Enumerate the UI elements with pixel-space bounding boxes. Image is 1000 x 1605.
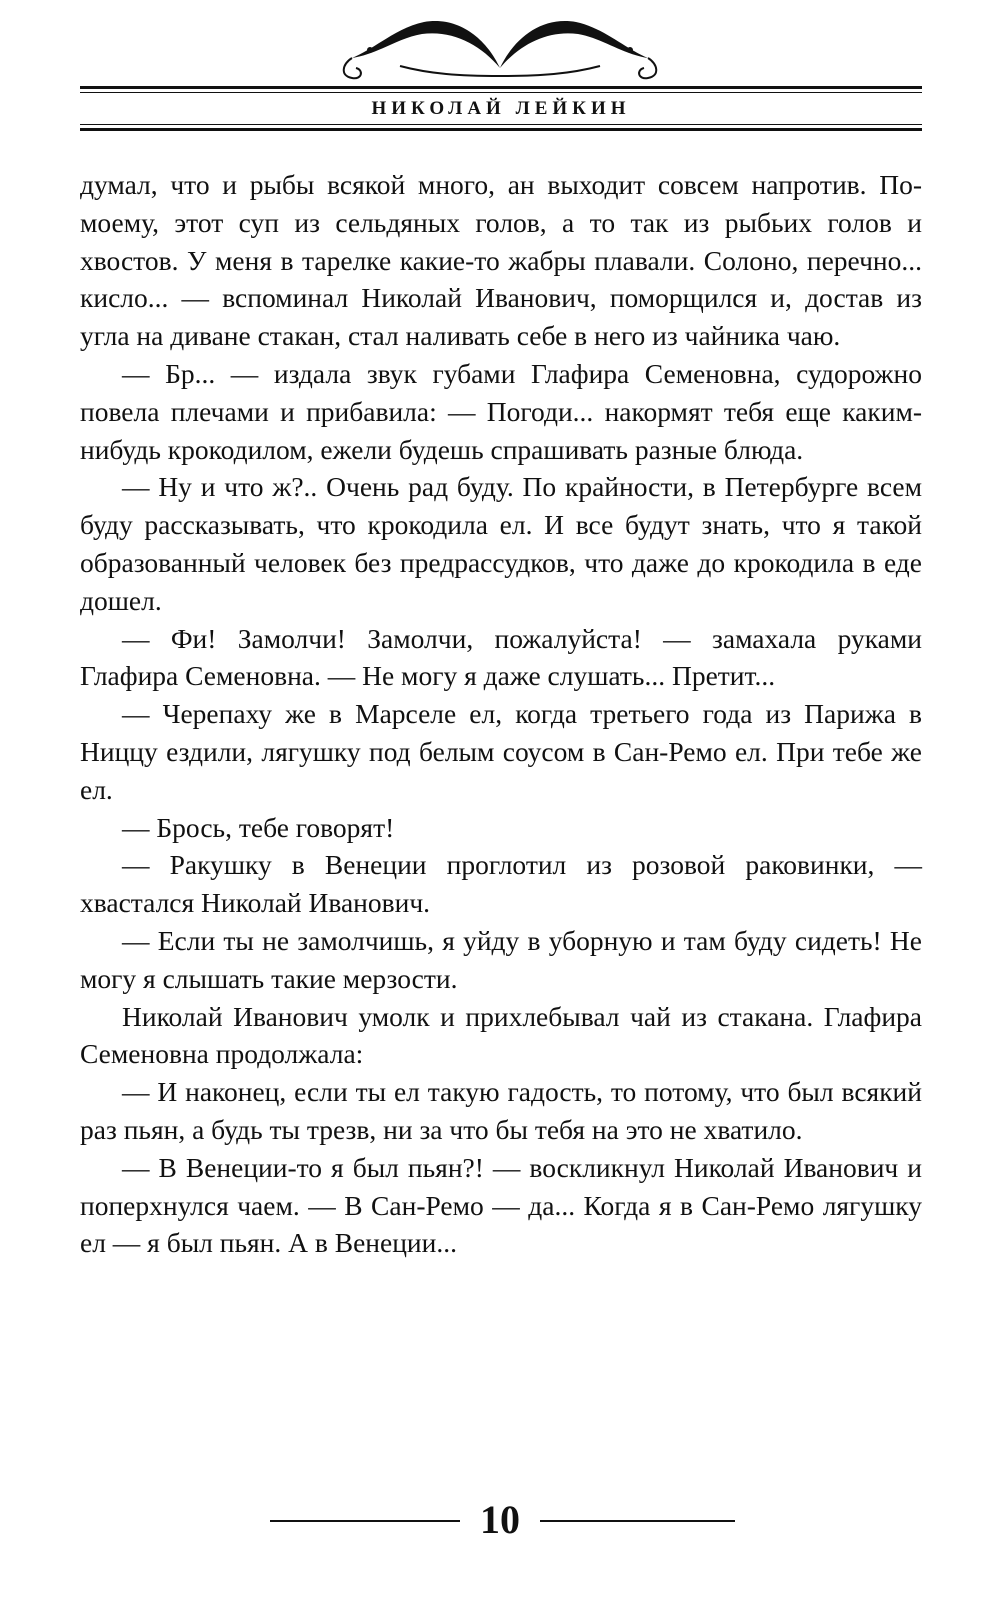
paragraph: — И наконец, если ты ел такую гадость, то потому, что был всякий раз пьян, а будь ты трезв, ни за что бы тебя на это не хватило. bbox=[80, 1076, 922, 1145]
header-rule-bottom-thin bbox=[80, 124, 922, 125]
paragraph: — Брось, тебе говорят! bbox=[122, 811, 395, 843]
running-header: НИКОЛАЙ ЛЕЙКИН bbox=[371, 98, 631, 119]
paragraph: — Бр... — издала звук губами Глафира Семеновна, судорожно повела плечами и прибавила: — Погоди... накормят тебя еще каким-нибудь крокодилом, ежели будешь спрашивать разные блюда. bbox=[80, 357, 922, 465]
header-rule-top bbox=[80, 86, 922, 89]
footer-rule-left bbox=[270, 1520, 460, 1522]
paragraph: думал, что и рыбы всякой много, ан выходит совсем напротив. По-моему, этот суп из сельдяных голов, а то так из рыбьих голов и хвостов. У меня в тарелке какие-то жабры плавали. Солоно, перечно... кисло... — вспоминал Николай Иванович, поморщился и, достав из угла на диване стакан, стал наливать себе в него из чайника чаю. bbox=[80, 169, 922, 352]
paragraph: — Ну и что ж?.. Очень рад буду. По крайности, в Петербурге всем буду рассказывать, что крокодила ел. И все будут знать, что я такой образованный человек без предрассудков, что даже до крокодила в еде дошел. bbox=[80, 471, 922, 616]
paragraph: — Если ты не замолчишь, я уйду в уборную и там буду сидеть! Не могу я слышать такие мерзости. bbox=[80, 924, 922, 994]
paragraph: — В Венеции-то я был пьян?! — воскликнул Николай Иванович и поперхнулся чаем. — В Сан-Ремо — да... Когда я в Сан-Ремо лягушку ел — я был пьян. А в Венеции... bbox=[80, 1151, 922, 1259]
paragraph: — Фи! Замолчи! Замолчи, пожалуйста! — замахала руками Глафира Семеновна. — Не могу я даже слушать... Претит... bbox=[80, 622, 922, 692]
page-number: 10 bbox=[480, 1497, 520, 1542]
paragraph: — Черепаху же в Марселе ел, когда третьего года из Парижа в Ниццу ездили, лягушку под белым соусом в Сан-Ремо ел. При тебе же ел. bbox=[80, 698, 922, 805]
header-rule-bottom bbox=[80, 128, 922, 131]
footer-rule-right bbox=[540, 1520, 735, 1522]
paragraph: — Ракушку в Венеции проглотил из розовой раковинки, — хвастался Николай Иванович. bbox=[80, 849, 922, 919]
body-text bbox=[80, 166, 922, 1262]
paragraph: Николай Иванович умолк и прихлебывал чай из стакана. Глафира Семеновна продолжала: bbox=[80, 1000, 922, 1070]
header-rule-top-thin bbox=[80, 92, 922, 93]
header-ornament bbox=[330, 8, 670, 84]
